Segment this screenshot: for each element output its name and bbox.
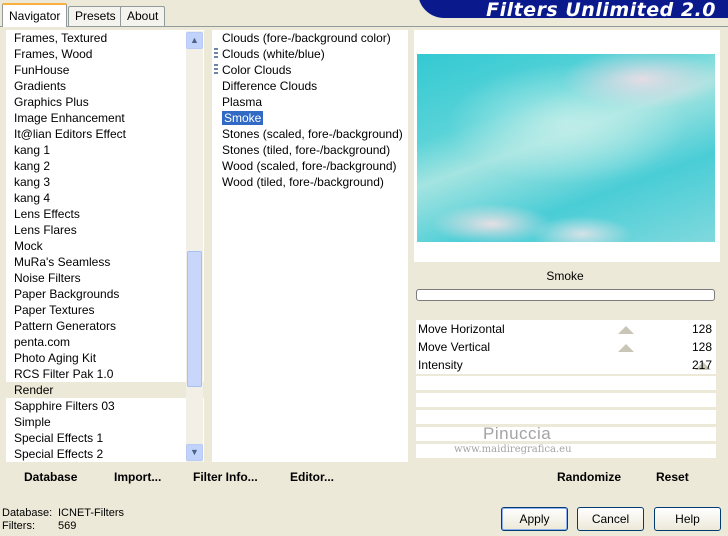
slider-intensity[interactable] <box>416 356 716 374</box>
filter-name-label: Smoke <box>546 269 584 283</box>
cancel-button[interactable]: Cancel <box>577 507 644 531</box>
filter-item-label: Stones (scaled, fore-/background) <box>222 127 403 141</box>
tab-navigator[interactable]: Navigator <box>2 3 67 27</box>
slider-value: 128 <box>691 322 712 336</box>
category-item[interactable]: Lens Effects <box>14 207 80 221</box>
slider-label: Intensity <box>418 358 463 372</box>
category-list[interactable] <box>6 30 204 462</box>
category-item[interactable]: Frames, Textured <box>14 31 108 45</box>
chevron-up-icon[interactable]: ▲ <box>186 32 203 49</box>
filter-item[interactable] <box>212 46 408 62</box>
tab-divider <box>0 26 728 27</box>
help-button[interactable]: Help <box>654 507 721 531</box>
filters-count-label: Filters: <box>2 520 35 532</box>
editor-button[interactable]: Editor... <box>290 470 335 484</box>
slider-value: 128 <box>691 340 712 354</box>
progress-bar <box>416 289 715 301</box>
filter-item-label: Clouds (fore-/background color) <box>222 31 391 45</box>
filter-item-label: Smoke <box>224 111 262 125</box>
filter-item-label: Wood (scaled, fore-/background) <box>222 159 397 173</box>
filter-item[interactable] <box>212 142 408 158</box>
filter-item[interactable] <box>212 30 408 46</box>
category-item[interactable]: Noise Filters <box>14 271 81 285</box>
category-item[interactable]: kang 1 <box>14 143 51 157</box>
slider-move-vertical[interactable] <box>416 338 716 356</box>
empty-slider-row <box>416 376 716 390</box>
category-item[interactable]: Gradients <box>14 79 67 93</box>
preview-image <box>417 54 715 242</box>
empty-slider-row <box>416 393 716 407</box>
category-item[interactable]: Sapphire Filters 03 <box>14 399 115 413</box>
filter-item-label: Difference Clouds <box>222 79 318 93</box>
category-item[interactable]: Mock <box>14 239 43 253</box>
watermark-url: www.maidiregrafica.eu <box>454 444 572 455</box>
watermark-title: Pinuccia <box>483 424 552 443</box>
empty-slider-row <box>416 427 716 441</box>
tab-about[interactable]: About <box>120 6 165 26</box>
category-item[interactable]: Special Effects 2 <box>14 447 104 461</box>
category-item[interactable]: penta.com <box>14 335 71 349</box>
category-item[interactable]: Lens Flares <box>14 223 77 237</box>
category-item[interactable]: It@lian Editors Effect <box>14 127 127 141</box>
chevron-down-icon[interactable]: ▼ <box>186 444 203 461</box>
category-item[interactable]: kang 4 <box>14 191 51 205</box>
filter-info-button[interactable]: Filter Info... <box>193 470 258 484</box>
reset-button[interactable]: Reset <box>656 470 689 484</box>
tab-presets[interactable]: Presets <box>68 6 123 26</box>
category-item[interactable]: kang 3 <box>14 175 51 189</box>
filter-item-label: Clouds (white/blue) <box>222 47 325 61</box>
category-item[interactable]: Simple <box>14 415 51 429</box>
slider-value: 217 <box>691 358 712 372</box>
category-item[interactable]: RCS Filter Pak 1.0 <box>14 367 114 381</box>
filter-item[interactable] <box>212 78 408 94</box>
scrollbar-thumb[interactable] <box>187 251 202 387</box>
slider-label: Move Vertical <box>418 340 491 354</box>
database-button[interactable]: Database <box>24 470 78 484</box>
category-item[interactable]: Graphics Plus <box>14 95 89 109</box>
slider-move-horizontal[interactable] <box>416 320 716 338</box>
category-item[interactable]: Image Enhancement <box>14 111 125 125</box>
category-item[interactable]: MuRa's Seamless <box>14 255 111 269</box>
filter-item[interactable] <box>212 174 408 190</box>
filter-item-label: Color Clouds <box>222 63 292 77</box>
category-item[interactable]: kang 2 <box>14 159 51 173</box>
filter-item[interactable] <box>212 110 408 126</box>
filter-list[interactable] <box>212 30 408 462</box>
import-button[interactable]: Import... <box>114 470 162 484</box>
apply-button[interactable]: Apply <box>501 507 568 531</box>
filter-item-label: Plasma <box>222 95 263 109</box>
category-item[interactable]: Paper Backgrounds <box>14 287 120 301</box>
category-item[interactable]: Frames, Wood <box>14 47 93 61</box>
database-value: ICNET-Filters <box>58 507 124 519</box>
filter-item[interactable] <box>212 62 408 78</box>
slider-label: Move Horizontal <box>418 322 505 336</box>
category-item[interactable]: Special Effects 1 <box>14 431 104 445</box>
filters-count-value: 569 <box>58 520 77 532</box>
filter-item[interactable] <box>212 126 408 142</box>
database-label: Database: <box>2 507 53 519</box>
randomize-button[interactable]: Randomize <box>557 470 622 484</box>
category-item[interactable]: FunHouse <box>14 63 70 77</box>
filter-item-label: Stones (tiled, fore-/background) <box>222 143 391 157</box>
filter-item[interactable] <box>212 94 408 110</box>
app-title-banner: Filters Unlimited 2.0 <box>418 0 728 18</box>
slider-knob[interactable] <box>618 326 634 334</box>
filter-item-label: Wood (tiled, fore-/background) <box>222 175 384 189</box>
grip-icon <box>214 64 218 76</box>
category-item[interactable]: Photo Aging Kit <box>14 351 97 365</box>
preview-panel <box>414 30 720 262</box>
filter-item[interactable] <box>212 158 408 174</box>
grip-icon <box>214 48 218 60</box>
category-scrollbar[interactable] <box>186 31 203 462</box>
empty-slider-row <box>416 410 716 424</box>
category-item[interactable]: Pattern Generators <box>14 319 117 333</box>
category-item[interactable]: Paper Textures <box>14 303 95 317</box>
category-item[interactable]: Render <box>6 382 204 398</box>
slider-knob[interactable] <box>618 344 634 352</box>
